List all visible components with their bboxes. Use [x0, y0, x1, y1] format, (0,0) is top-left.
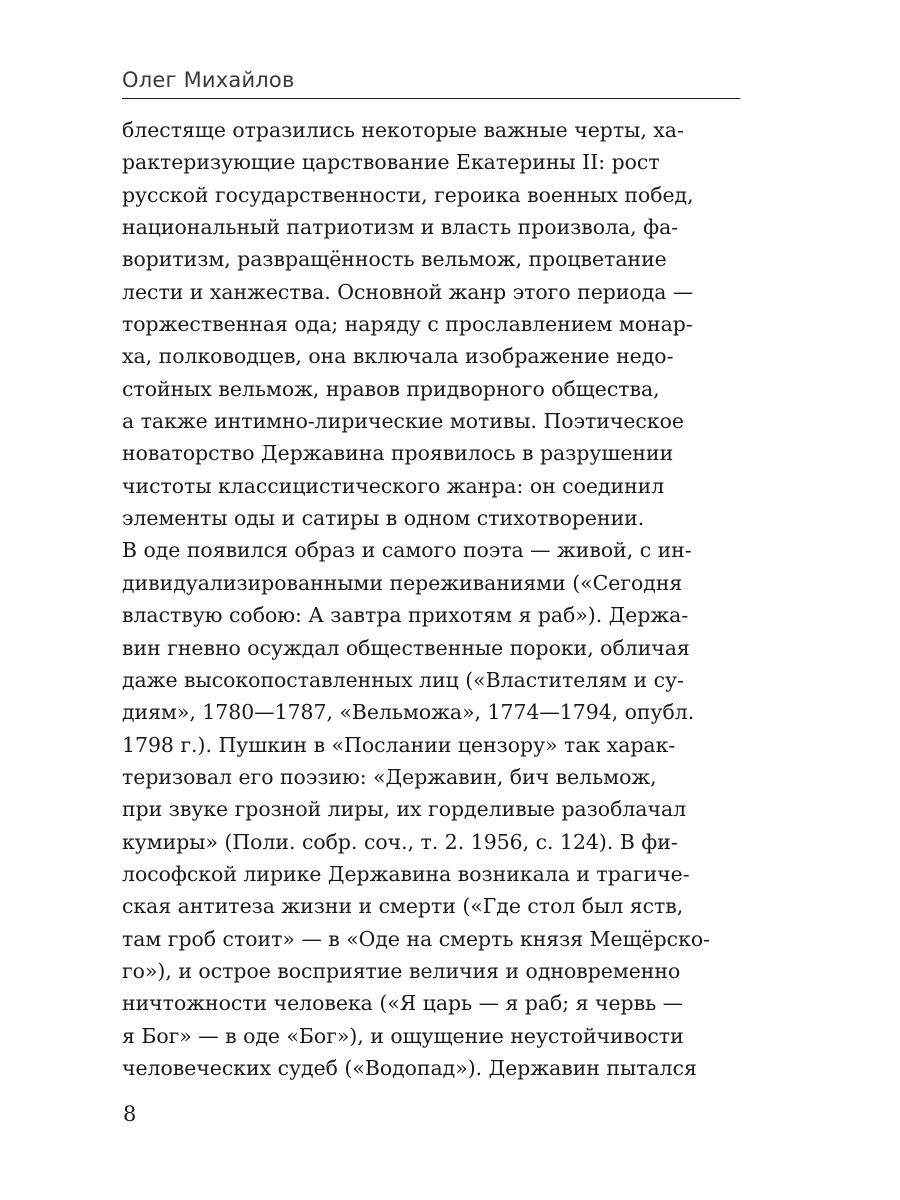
- text-line: там гроб стоит» — в «Оде на смерть князя Мещёрско-: [122, 926, 710, 951]
- text-line: торжественная ода; наряду с прославлением монар-: [122, 312, 693, 337]
- text-line: блестяще отразились некоторые важные черты, ха-: [122, 118, 684, 142]
- text-line: новаторство Державина проявилось в разрушении: [122, 441, 674, 466]
- text-line: а также интимно-лирические мотивы. Поэтическое: [122, 409, 684, 434]
- text-line: ха, полководцев, она включала изображение недо-: [122, 344, 674, 369]
- text-line: диям», 1780—1787, «Вельможа», 1774—1794, опубл.: [122, 700, 695, 725]
- page-number: 8: [123, 1102, 137, 1126]
- text-line: вин гневно осуждал общественные пороки, обличая: [122, 635, 690, 660]
- text-line: 1798 г.). Пушкин в «Послании цензору» так харак-: [122, 732, 676, 757]
- text-line: ничтожности человека («Я царь — я раб; я червь —: [122, 991, 684, 1016]
- text-line: рактеризующие царствование Екатерины II: рост: [122, 150, 660, 175]
- text-line: лести и ханжества. Основной жанр этого периода —: [122, 279, 694, 304]
- text-line: даже высокопоставленных лиц («Властителям и су-: [122, 667, 684, 692]
- running-header-author: Олег Михайлов: [122, 68, 295, 92]
- running-header: [122, 64, 740, 99]
- text-line: воритизм, развращённость вельмож, процветание: [122, 247, 667, 272]
- text-line: го»), и острое восприятие величия и одновременно: [122, 958, 681, 983]
- body-text: [122, 114, 762, 1084]
- text-line: я Бог» — в оде «Бог»), и ощущение неустойчивости: [122, 1023, 684, 1048]
- text-line: властвую собою: А завтра прихотям я раб»). Держа-: [122, 603, 689, 628]
- text-line: русской государственности, героика военных побед,: [122, 182, 694, 207]
- text-line: человеческих судеб («Водопад»). Державин пытался: [122, 1055, 697, 1080]
- text-line: элементы оды и сатиры в одном стихотворении.: [122, 506, 645, 531]
- text-line: ская антитеза жизни и смерти («Где стол был яств,: [122, 894, 684, 919]
- text-line: лософской лирике Державина возникала и трагиче-: [122, 861, 690, 886]
- text-line: чистоты классицистического жанра: он соединил: [122, 473, 665, 498]
- text-line: В оде появился образ и самого поэта — живой, с ин-: [122, 538, 692, 563]
- text-line: при звуке грозной лиры, их горделивые разоблачал: [122, 797, 687, 822]
- text-line: стойных вельмож, нравов придворного общества,: [122, 376, 660, 401]
- text-line: теризовал его поэзию: «Державин, бич вельмож,: [122, 764, 657, 789]
- text-line: кумиры» (Поли. собр. соч., т. 2. 1956, с. 124). В фи-: [122, 829, 678, 854]
- text-line: дивидуализированными переживаниями («Сегодня: [122, 570, 683, 595]
- text-line: национальный патриотизм и власть произвола, фа-: [122, 215, 679, 240]
